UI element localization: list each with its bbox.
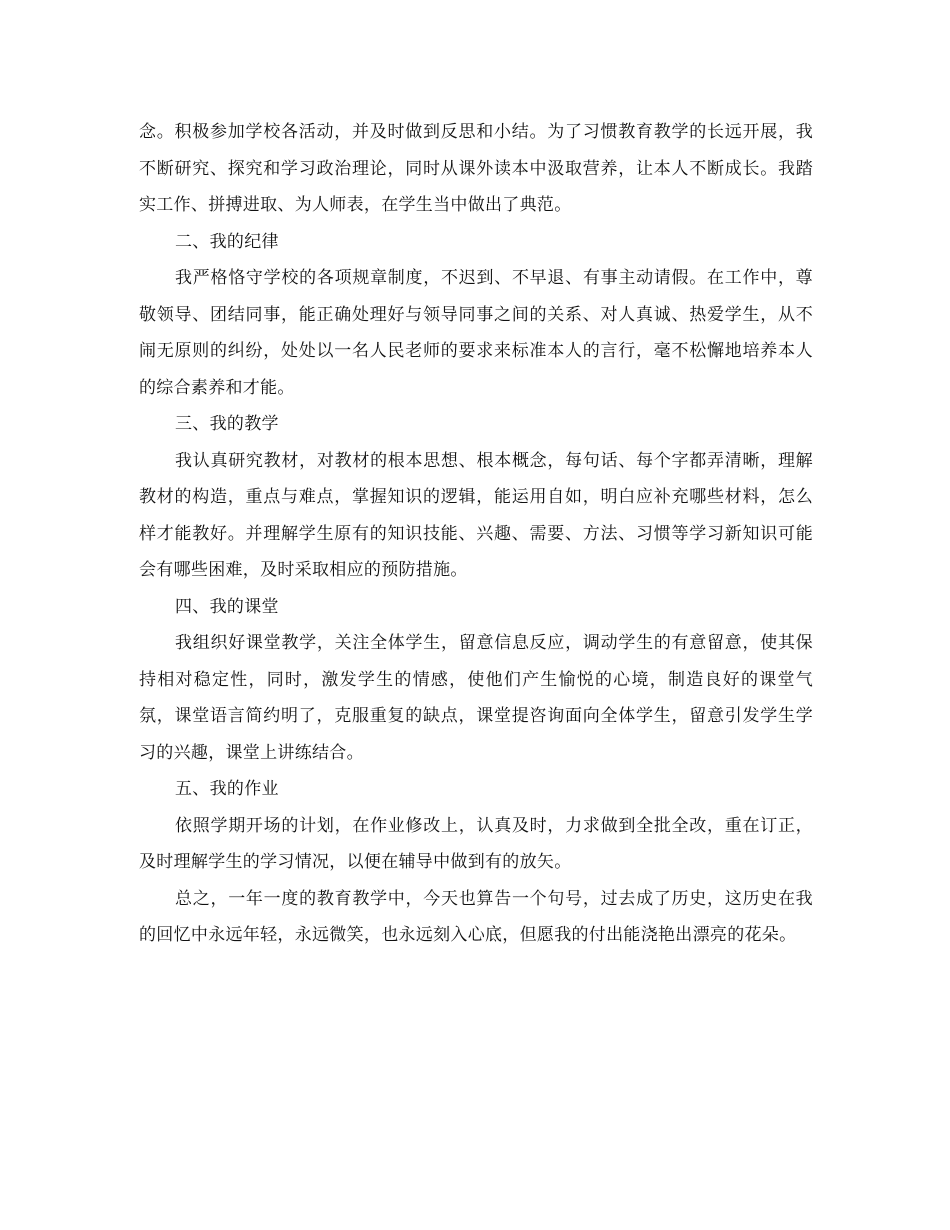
section-heading-classroom: 四、我的课堂: [175, 596, 279, 617]
document-body: [139, 114, 813, 954]
paragraph-discipline: 我严格恪守学校的各项规章制度，不迟到、不早退、有事主动请假。在工作中，尊敬领导、团结同事，能正确处理好与领导同事之间的关系、对人真诚、热爱学生，从不闹无原则的纠纷，处处以一名人民老师的要求来标准本人的言行，毫不松懈地培养本人的综合素养和才能。: [139, 268, 813, 398]
paragraph-teaching: 我认真研究教材，对教材的根本思想、根本概念，每句话、每个字都弄清晰，理解教材的构造，重点与难点，掌握知识的逻辑，能运用自如，明白应补充哪些材料，怎么样才能教好。并理解学生原有的知识技能、兴趣、需要、方法、习惯等学习新知识可能会有哪些困难，及时采取相应的预防措施。: [139, 450, 813, 580]
paragraph-classroom: 我组织好课堂教学，关注全体学生，留意信息反应，调动学生的有意留意，使其保持相对稳定性，同时，激发学生的情感，使他们产生愉悦的心境，制造良好的课堂气氛，课堂语言简约明了，克服重复的缺点，课堂提咨询面向全体学生，留意引发学生学习的兴趣，课堂上讲练结合。: [139, 633, 813, 763]
paragraph-intro: 念。积极参加学校各活动，并及时做到反思和小结。为了习惯教育教学的长远开展，我不断研究、探究和学习政治理论，同时从课外读本中汲取营养，让本人不断成长。我踏实工作、拼搏进取、为人师表，在学生当中做出了典范。: [139, 122, 813, 215]
section-heading-discipline: 二、我的纪律: [175, 231, 279, 252]
paragraph-homework: 依照学期开场的计划，在作业修改上，认真及时，力求做到全批全改，重在订正，及时理解学生的学习情况，以便在辅导中做到有的放矢。: [139, 815, 813, 872]
section-heading-teaching: 三、我的教学: [175, 414, 279, 434]
section-heading-homework: 五、我的作业: [175, 779, 279, 799]
paragraph-conclusion: 总之，一年一度的教育教学中，今天也算告一个句号，过去成了历史，这历史在我的回忆中永远年轻，永远微笑，也永远刻入心底，但愿我的付出能浇艳出漂亮的花朵。: [139, 888, 813, 945]
